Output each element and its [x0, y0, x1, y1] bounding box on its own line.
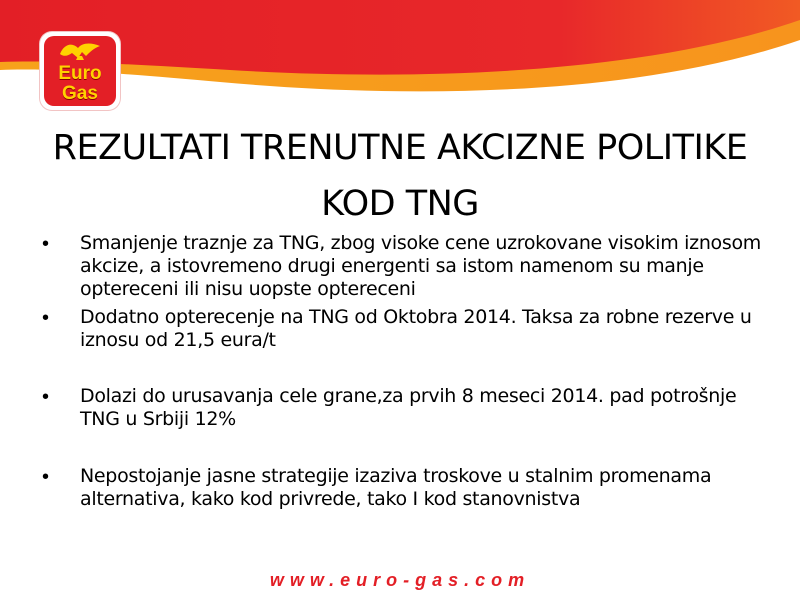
slide-title-line1: REZULTATI TRENUTNE AKCIZNE POLITIKE: [52, 128, 748, 168]
logo-text-line1: Euro: [58, 63, 102, 84]
bullet-marker: •: [42, 386, 50, 408]
bullet-marker: •: [42, 233, 50, 255]
slide-title-line2: KOD TNG: [321, 184, 479, 224]
bullet-item: Dodatno opterecenje na TNG od Oktobra 2014. Taksa za robne rezerve u iznosu od 21,5 eura/t: [80, 306, 752, 351]
logo-text-line2: Gas: [62, 83, 98, 104]
website-link[interactable]: www.euro-gas.com: [269, 570, 531, 590]
bullet-item: Nepostojanje jasne strategije izaziva troskove u stalnim promenama alternativa, kako kod privrede, tako I kod stanovnistva: [80, 465, 712, 510]
bullet-item: Dolazi do urusavanja cele grane,za prvih 8 meseci 2014. pad potrošnje TNG u Srbiji 12%: [80, 385, 737, 430]
bullet-item: Smanjenje traznje za TNG, zbog visoke cene uzrokovane visokim iznosom akcize, a istovremeno drugi energenti sa istom namenom su manje optereceni ili nisu uopste optereceni: [80, 232, 762, 300]
bullet-marker: •: [42, 466, 50, 488]
bullet-marker: •: [42, 307, 50, 329]
